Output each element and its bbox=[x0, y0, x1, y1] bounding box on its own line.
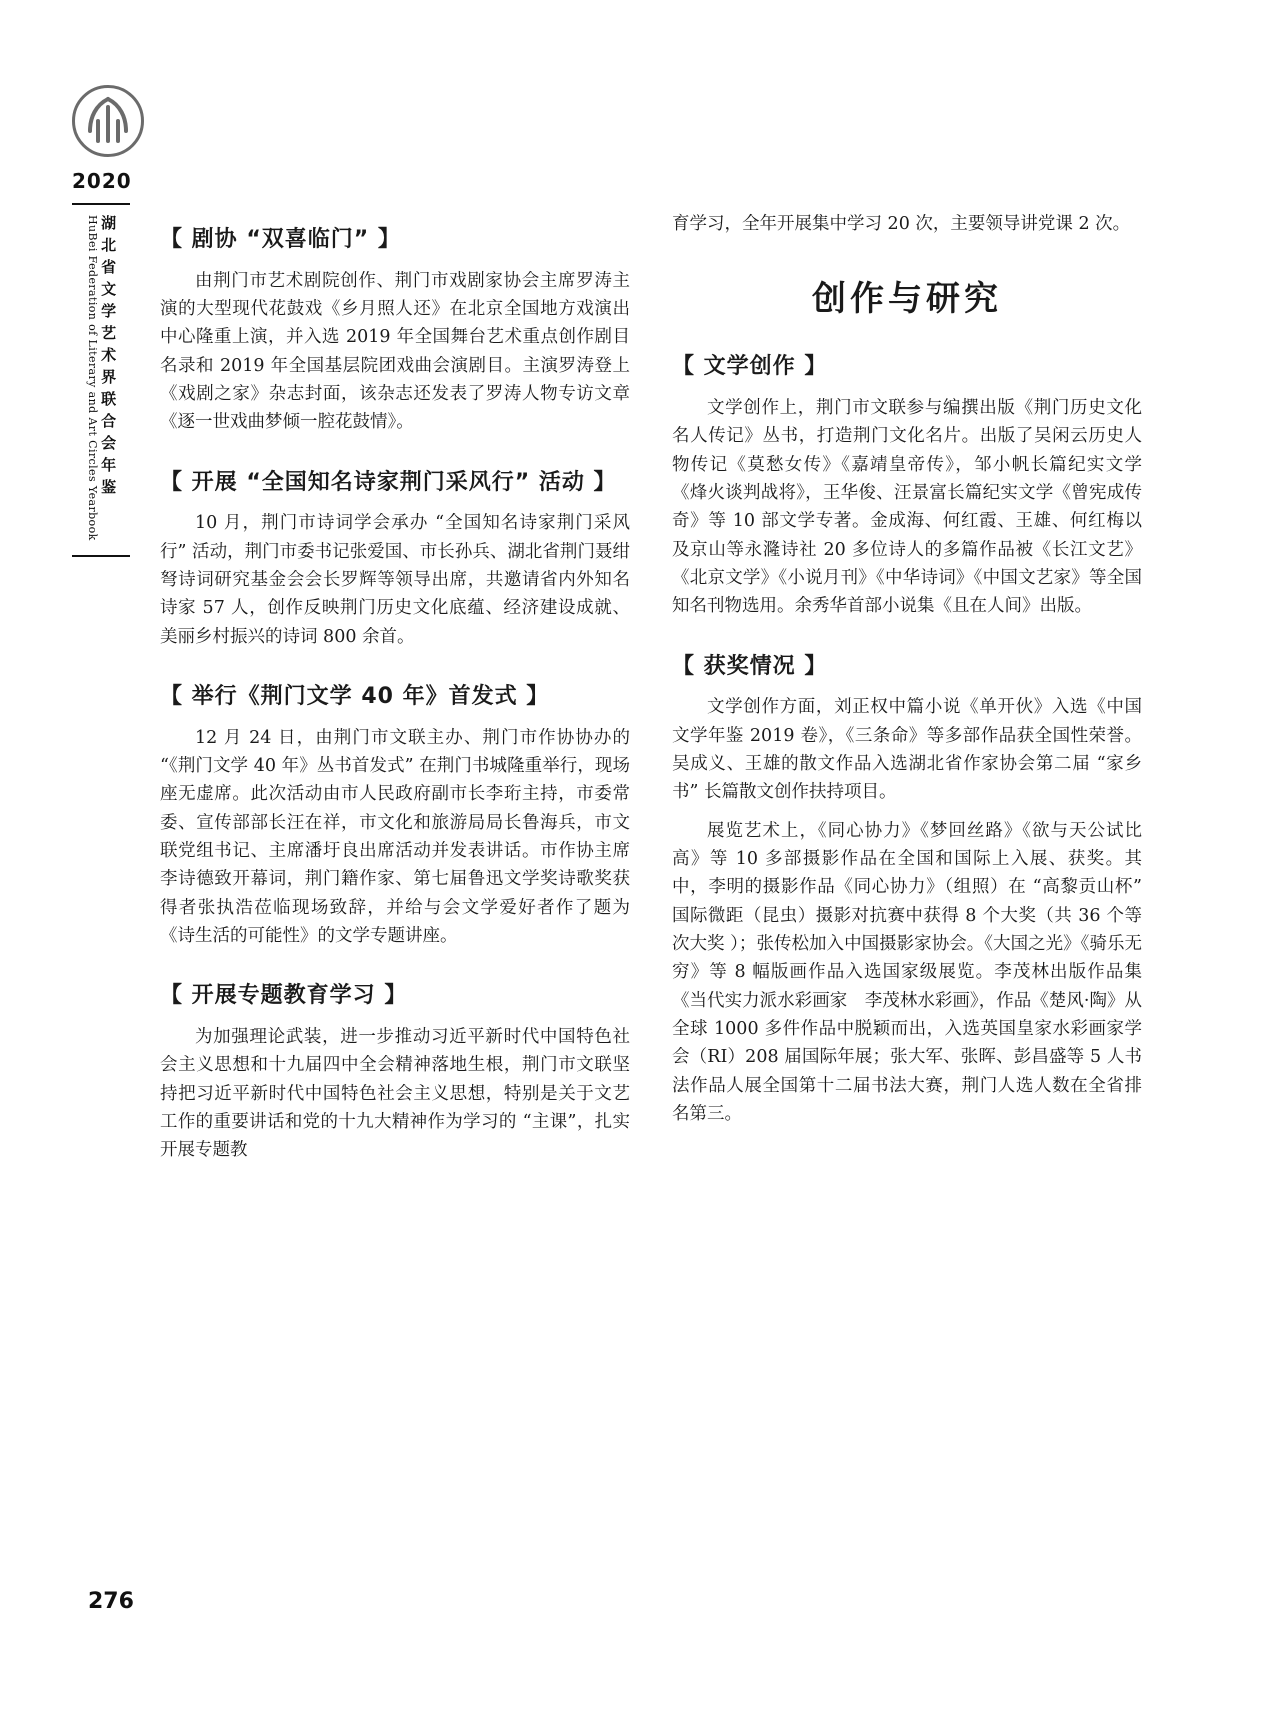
paragraph: 文学创作方面，刘正权中篇小说《单开伙》入选《中国文学年鉴 2019 卷》，《三条命》等多部作品获全国性荣誉。吴成义、王雄的散文作品入选湖北省作家协会第二届 “家乡书” 长篇散文创作扶持项目。 bbox=[672, 697, 1142, 803]
paragraph: 10 月，荆门市诗词学会承办 “全国知名诗家荆门采风行” 活动，荆门市委书记张爱国、市长孙兵、湖北省荆门聂绀弩诗词研究基金会会长罗辉等领导出席，共邀请省内外知名诗家 57 人，创作反映荆门历史文化底蕴、经济建设成就、美丽乡村振兴的诗词 800 余首。 bbox=[160, 513, 630, 647]
right-column bbox=[672, 210, 1142, 1131]
section-heading: 【 获奖情况 】 bbox=[672, 653, 828, 679]
paragraph: 为加强理论武装，进一步推动习近平新时代中国特色社会主义思想和十九届四中全会精神落地生根，荆门市文联坚持把习近平新时代中国特色社会主义思想，特别是关于文艺工作的重要讲话和党的十九大精神作为学习的 “主课”，扎实开展专题教 bbox=[160, 1026, 630, 1161]
paragraph: 由荆门市艺术剧院创作、荆门市戏剧家协会主席罗涛主演的大型现代花鼓戏《乡月照人还》在北京全国地方戏演出中心隆重上演，并入选 2019 年全国舞台艺术重点创作剧目名录和 2019 年全国基层院团戏曲会演剧目。主演罗涛登上《戏剧之家》杂志封面，该杂志还发表了罗涛人物专访文章《逐一世戏曲梦倾一腔花鼓情》。 bbox=[160, 270, 630, 433]
rail-title-block bbox=[72, 203, 130, 557]
page-number: 276 bbox=[88, 1589, 134, 1614]
paragraph: 展览艺术上，《同心协力》《梦回丝路》《欲与天公试比高》等 10 多部摄影作品在全国和国际上入展、获奖。其中，李明的摄影作品《同心协力》（组照）在 “高黎贡山杯” 国际微距（昆虫）摄影对抗赛中获得 8 个大奖（共 36 个等次大奖 ）；张传松加入中国摄影家协会。《大国之光》《骑乐无穷》等 8 幅版画作品入选国家级展览。李茂林出版作品集《当代实力派水彩画家 李茂林水彩画》，作品《楚风·陶》从全球 1000 多件作品中脱颖而出，入选英国皇家水彩画家学会（RI）208 届国际年展；张大军、张晖、彭昌盛等 5 人书法作品人展全国第十二届书法大赛，荆门人选人数在全省排名第三。 bbox=[672, 820, 1142, 1125]
chapter-title: 创作与研究 bbox=[812, 279, 1002, 320]
section-heading: 【 开展 “全国知名诗家荆门采风行” 活动 】 bbox=[160, 469, 617, 495]
paragraph: 12 月 24 日，由荆门市文联主办、荆门市作协协办的 “《荆门文学 40 年》丛书首发式” 在荆门书城隆重举行，现场座无虚席。此次活动由市人民政府副市长李珩主持，市委常委、宣传部部长汪在祥，市文化和旅游局局长鲁海兵，市文联党组书记、主席潘圩良出席活动并发表讲话。市作协主席李诗德致开幕词，荆门籍作家、第七届鲁迅文学奖诗歌奖获得者张执浩莅临现场致辞，并给与会文学爱好者作了题为《诗生活的可能性》的文学专题讲座。 bbox=[160, 727, 630, 946]
section-heading: 【 举行《荆门文学 40 年》首发式 】 bbox=[160, 683, 550, 709]
paragraph: 文学创作上，荆门市文联参与编撰出版《荆门历史文化名人传记》丛书，打造荆门文化名片。出版了吴闲云历史人物传记《莫愁女传》《嘉靖皇帝传》，邹小帆长篇纪实文学《烽火谈判战将》，王华俊、汪景富长篇纪实文学《曾宪成传奇》等 10 部文学专著。金成海、何红霞、王雄、何红梅以及京山等永漋诗社 20 多位诗人的多篇作品被《长江文艺》《北京文学》《小说月刊》《中华诗词》《中国文艺家》等全国知名刊物选用。余秀华首部小说集《且在人间》出版。 bbox=[672, 398, 1142, 617]
left-column bbox=[160, 210, 630, 1167]
yearbook-year: 2020 bbox=[72, 169, 132, 193]
section-heading: 【 剧协 “双喜临门” 】 bbox=[160, 227, 401, 252]
carryover-paragraph: 育学习，全年开展集中学习 20 次，主要领导讲党课 2 次。 bbox=[672, 214, 1131, 234]
rail-title-cn: 湖北省文学艺术界联合会年鉴 bbox=[99, 215, 118, 501]
section-heading: 【 文学创作 】 bbox=[672, 354, 828, 380]
rail-title-en: HuBei Federation of Literary and Art Circles Yearbook bbox=[85, 215, 99, 541]
section-heading: 【 开展专题教育学习 】 bbox=[160, 983, 408, 1009]
federation-emblem-icon bbox=[72, 85, 150, 163]
page-rail bbox=[60, 85, 150, 557]
